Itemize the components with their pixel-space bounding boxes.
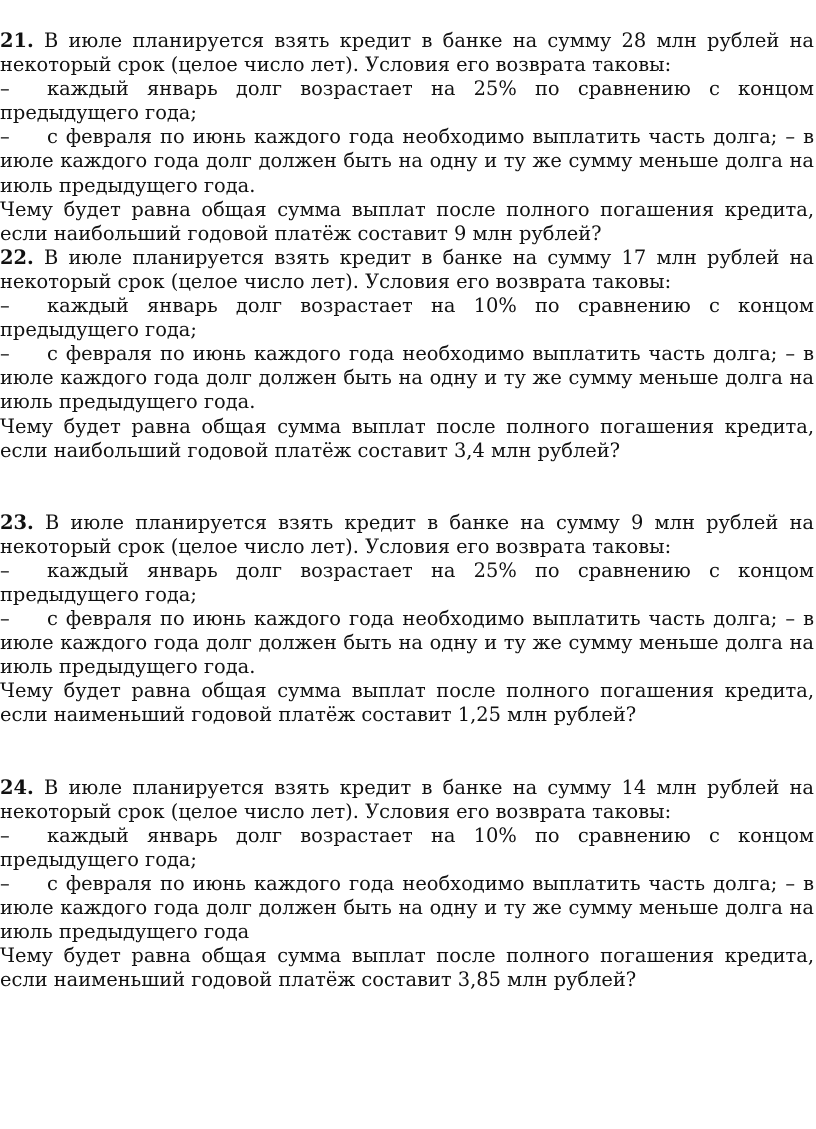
spacer (0, 463, 814, 511)
problem-number: 23. (0, 510, 34, 534)
condition-text: каждый январь долг возрастает на 25% по сравнению с концом предыдущего года; (0, 77, 814, 125)
intro-text: В июле планируется взять кредит в банке на сумму 9 млн рублей на некоторый срок (целое число лет). Условия его возврата таковы: (0, 510, 814, 558)
condition-text: с февраля по июнь каждого года необходимо выплатить часть долга; – в июле каждого года долг должен быть на одну и ту же сумму меньше долга на июль предыдущего года (0, 871, 814, 944)
condition-text: каждый январь долг возрастает на 10% по сравнению с концом предыдущего года; (0, 294, 814, 342)
condition-item (0, 824, 814, 872)
problem-question: Чему будет равна общая сумма выплат после полного погашения кредита, если наименьший годовой платёж составит 1,25 млн рублей? (0, 679, 814, 727)
intro-text: В июле планируется взять кредит в банке на сумму 28 млн рублей на некоторый срок (целое число лет). Условия его возврата таковы: (0, 29, 814, 77)
condition-item (0, 872, 814, 944)
condition-item (0, 125, 814, 197)
problem-intro (0, 776, 814, 824)
condition-text: с февраля по июнь каждого года необходимо выплатить часть долга; – в июле каждого года долг должен быть на одну и ту же сумму меньше долга на июль предыдущего года. (0, 607, 814, 679)
problem-question: Чему будет равна общая сумма выплат после полного погашения кредита, если наибольший годовой платёж составит 3,4 млн рублей? (0, 414, 814, 462)
problem-number: 22. (0, 245, 34, 269)
condition-text: каждый январь долг возрастает на 25% по сравнению с концом предыдущего года; (0, 558, 814, 606)
intro-text: В июле планируется взять кредит в банке на сумму 14 млн рублей на некоторый срок (целое число лет). Условия его возврата таковы: (0, 775, 814, 823)
problem-intro (0, 29, 814, 77)
condition-text: каждый январь долг возрастает на 10% по сравнению с концом предыдущего года; (0, 823, 814, 871)
condition-item (0, 607, 814, 679)
intro-text: В июле планируется взять кредит в банке на сумму 17 млн рублей на некоторый срок (целое число лет). Условия его возврата таковы: (0, 245, 814, 293)
problem-21 (0, 29, 814, 246)
dash-bullet: – (0, 294, 10, 318)
condition-item (0, 559, 814, 607)
problem-question: Чему будет равна общая сумма выплат после полного погашения кредита, если наибольший годовой платёж составит 9 млн рублей? (0, 197, 814, 245)
problem-number: 24. (0, 775, 34, 799)
condition-text: с февраля по июнь каждого года необходимо выплатить часть долга; – в июле каждого года долг должен быть на одну и ту же сумму меньше долга на июль предыдущего года. (0, 342, 814, 414)
problem-number: 21. (0, 29, 34, 52)
dash-bullet: – (0, 125, 10, 149)
dash-bullet: – (0, 607, 10, 631)
dash-bullet: – (0, 77, 10, 101)
condition-item (0, 77, 814, 125)
problem-intro (0, 246, 814, 294)
dash-bullet: – (0, 342, 10, 366)
dash-bullet: – (0, 558, 10, 582)
problem-22 (0, 246, 814, 463)
problem-intro (0, 511, 814, 559)
condition-item (0, 294, 814, 342)
dash-bullet: – (0, 871, 10, 895)
condition-item (0, 342, 814, 414)
dash-bullet: – (0, 823, 10, 847)
condition-text: с февраля по июнь каждого года необходимо выплатить часть долга; – в июле каждого года долг должен быть на одну и ту же сумму меньше долга на июль предыдущего года. (0, 125, 814, 197)
document-page (0, 29, 814, 992)
problem-24 (0, 776, 814, 993)
problem-question: Чему будет равна общая сумма выплат после полного погашения кредита, если наименьший годовой платёж составит 3,85 млн рублей? (0, 944, 814, 992)
spacer (0, 728, 814, 776)
problem-23 (0, 511, 814, 728)
